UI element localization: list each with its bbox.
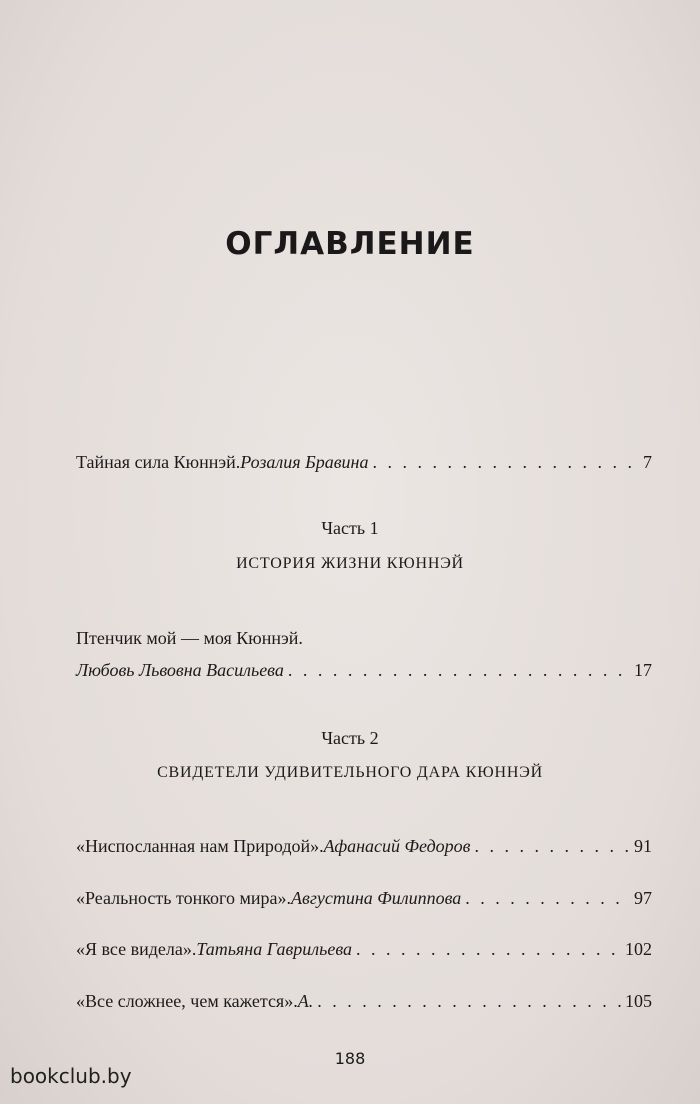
leader-dots	[465, 887, 630, 909]
entry-page: 105	[625, 991, 652, 1011]
entry-page: 91	[634, 836, 652, 856]
toc-entry-part1	[76, 659, 652, 681]
entry-page: 102	[625, 939, 652, 959]
toc-entry	[76, 938, 652, 960]
entry-author: Розалия Бравина	[240, 452, 369, 472]
entry-page: 7	[643, 452, 652, 472]
entry-title: Тайная сила Кюннэй.	[76, 452, 241, 472]
leader-dots	[288, 659, 630, 681]
entry-author: Августина Филиппова	[291, 888, 462, 908]
part1-number: Часть 1	[321, 518, 379, 538]
leader-dots	[474, 835, 630, 857]
toc-entry	[76, 887, 652, 909]
leader-dots	[317, 990, 621, 1012]
leader-dots	[356, 938, 621, 960]
leader-dots	[372, 451, 639, 473]
entry-author: Любовь Львовна Васильева	[76, 660, 284, 680]
watermark-logo: bookclub.by	[10, 1064, 132, 1088]
entry-page: 17	[634, 660, 652, 680]
entry-title: «Я все видела».	[76, 939, 197, 959]
part2-number: Часть 2	[321, 728, 379, 748]
entry-title: «Ниспосланная нам Природой».	[76, 836, 324, 856]
entry-title: «Все сложнее, чем кажется».	[76, 991, 298, 1011]
entry-author: Афанасий Федоров	[323, 836, 471, 856]
entry-page: 97	[634, 888, 652, 908]
entry-title: «Реальность тонкого мира».	[76, 888, 292, 908]
part2-title: СВИДЕТЕЛИ УДИВИТЕЛЬНОГО ДАРА КЮННЭЙ	[157, 764, 543, 781]
toc-entry	[76, 990, 652, 1012]
page-number: 188	[334, 1049, 366, 1068]
toc-heading: ОГЛАВЛЕНИЕ	[225, 226, 475, 262]
entry-author: Татьяна Гаврильева	[196, 939, 353, 959]
part1-entry-title: Птенчик мой — моя Кюннэй.	[76, 628, 303, 648]
entry-author: А.	[297, 991, 314, 1011]
toc-entry-intro	[76, 451, 652, 473]
part1-title: ИСТОРИЯ ЖИЗНИ КЮННЭЙ	[236, 555, 464, 572]
toc-entry	[76, 835, 652, 857]
